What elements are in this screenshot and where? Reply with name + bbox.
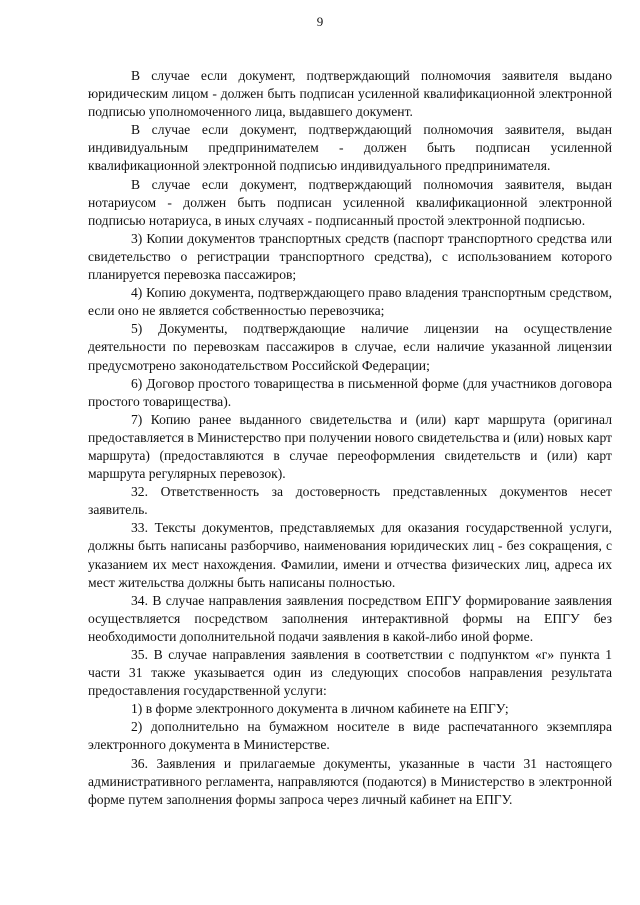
paragraph: 36. Заявления и прилагаемые документы, указанные в части 31 настоящего административного регламента, направляются (подаются) в Министерство в электронной форме путем заполнения формы запроса через личный кабинет на ЕПГУ. bbox=[88, 755, 612, 807]
paragraph: 7) Копию ранее выданного свидетельства и (или) карт маршрута (оригинал предоставляется в Министерство при получении нового свидетельства и (или) новых карт маршрута) (предоставляются в случае переоформления свидетельств и (или) карт маршрута регулярных перевозок). bbox=[88, 411, 612, 482]
paragraph: В случае если документ, подтверждающий полномочия заявителя, выдан индивидуальным предпринимателем - должен быть подписан усиленной квалификационной электронной подписью индивидуального предпринимателя. bbox=[88, 122, 612, 174]
paragraph: 33. Тексты документов, представляемых для оказания государственной услуги, должны быть написаны разборчиво, наименования юридических лиц - без сокращения, с указанием их мест нахождения. Фамилии, имени и отчества физических лиц, адреса их мест жительства должны быть написаны полностью. bbox=[88, 520, 612, 590]
paragraph: 3) Копии документов транспортных средств (паспорт транспортного средства или свидетельство о регистрации транспортного средства), с использованием которого планируется перевозка пассажиров; bbox=[88, 230, 612, 283]
paragraph: 4) Копию документа, подтверждающего право владения транспортным средством, если оно не является собственностью перевозчика; bbox=[88, 285, 612, 319]
paragraph: 1) в форме электронного документа в личном кабинете на ЕПГУ; bbox=[131, 701, 509, 717]
page-number: 9 bbox=[316, 14, 324, 29]
paragraph: 6) Договор простого товарищества в письменной форме (для участников договора простого товарищества). bbox=[88, 375, 612, 409]
paragraph: 32. Ответственность за достоверность представленных документов несет заявитель. bbox=[88, 484, 612, 518]
paragraph: В случае если документ, подтверждающий полномочия заявителя, выдан нотариусом - должен быть подписан усиленной квалификационной электронной подписью нотариуса, в иных случаях - подписанный простой электронной подписью. bbox=[88, 176, 612, 228]
body-text bbox=[88, 67, 612, 809]
paragraph: 5) Документы, подтверждающие наличие лицензии на осуществление деятельности по перевозкам пассажиров в случае, если наличие указанной лицензии предусмотрено законодательством Российской Федерации; bbox=[88, 321, 612, 373]
paragraph: 34. В случае направления заявления посредством ЕПГУ формирование заявления осуществляется посредством заполнения интерактивной формы на ЕПГУ без необходимости дополнительной подачи заявления в какой-либо иной форме. bbox=[88, 592, 612, 644]
paragraph: В случае если документ, подтверждающий полномочия заявителя выдано юридическим лицом - должен быть подписан усиленной квалификационной электронной подписью уполномоченного лица, выдавшего документ. bbox=[88, 68, 612, 120]
paragraph: 35. В случае направления заявления в соответствии с подпунктом «г» пункта 1 части 31 также указывается один из следующих способов направления результата предоставления государственной услуги: bbox=[88, 647, 612, 699]
paragraph: 2) дополнительно на бумажном носителе в виде распечатанного экземпляра электронного документа в Министерстве. bbox=[88, 719, 612, 753]
